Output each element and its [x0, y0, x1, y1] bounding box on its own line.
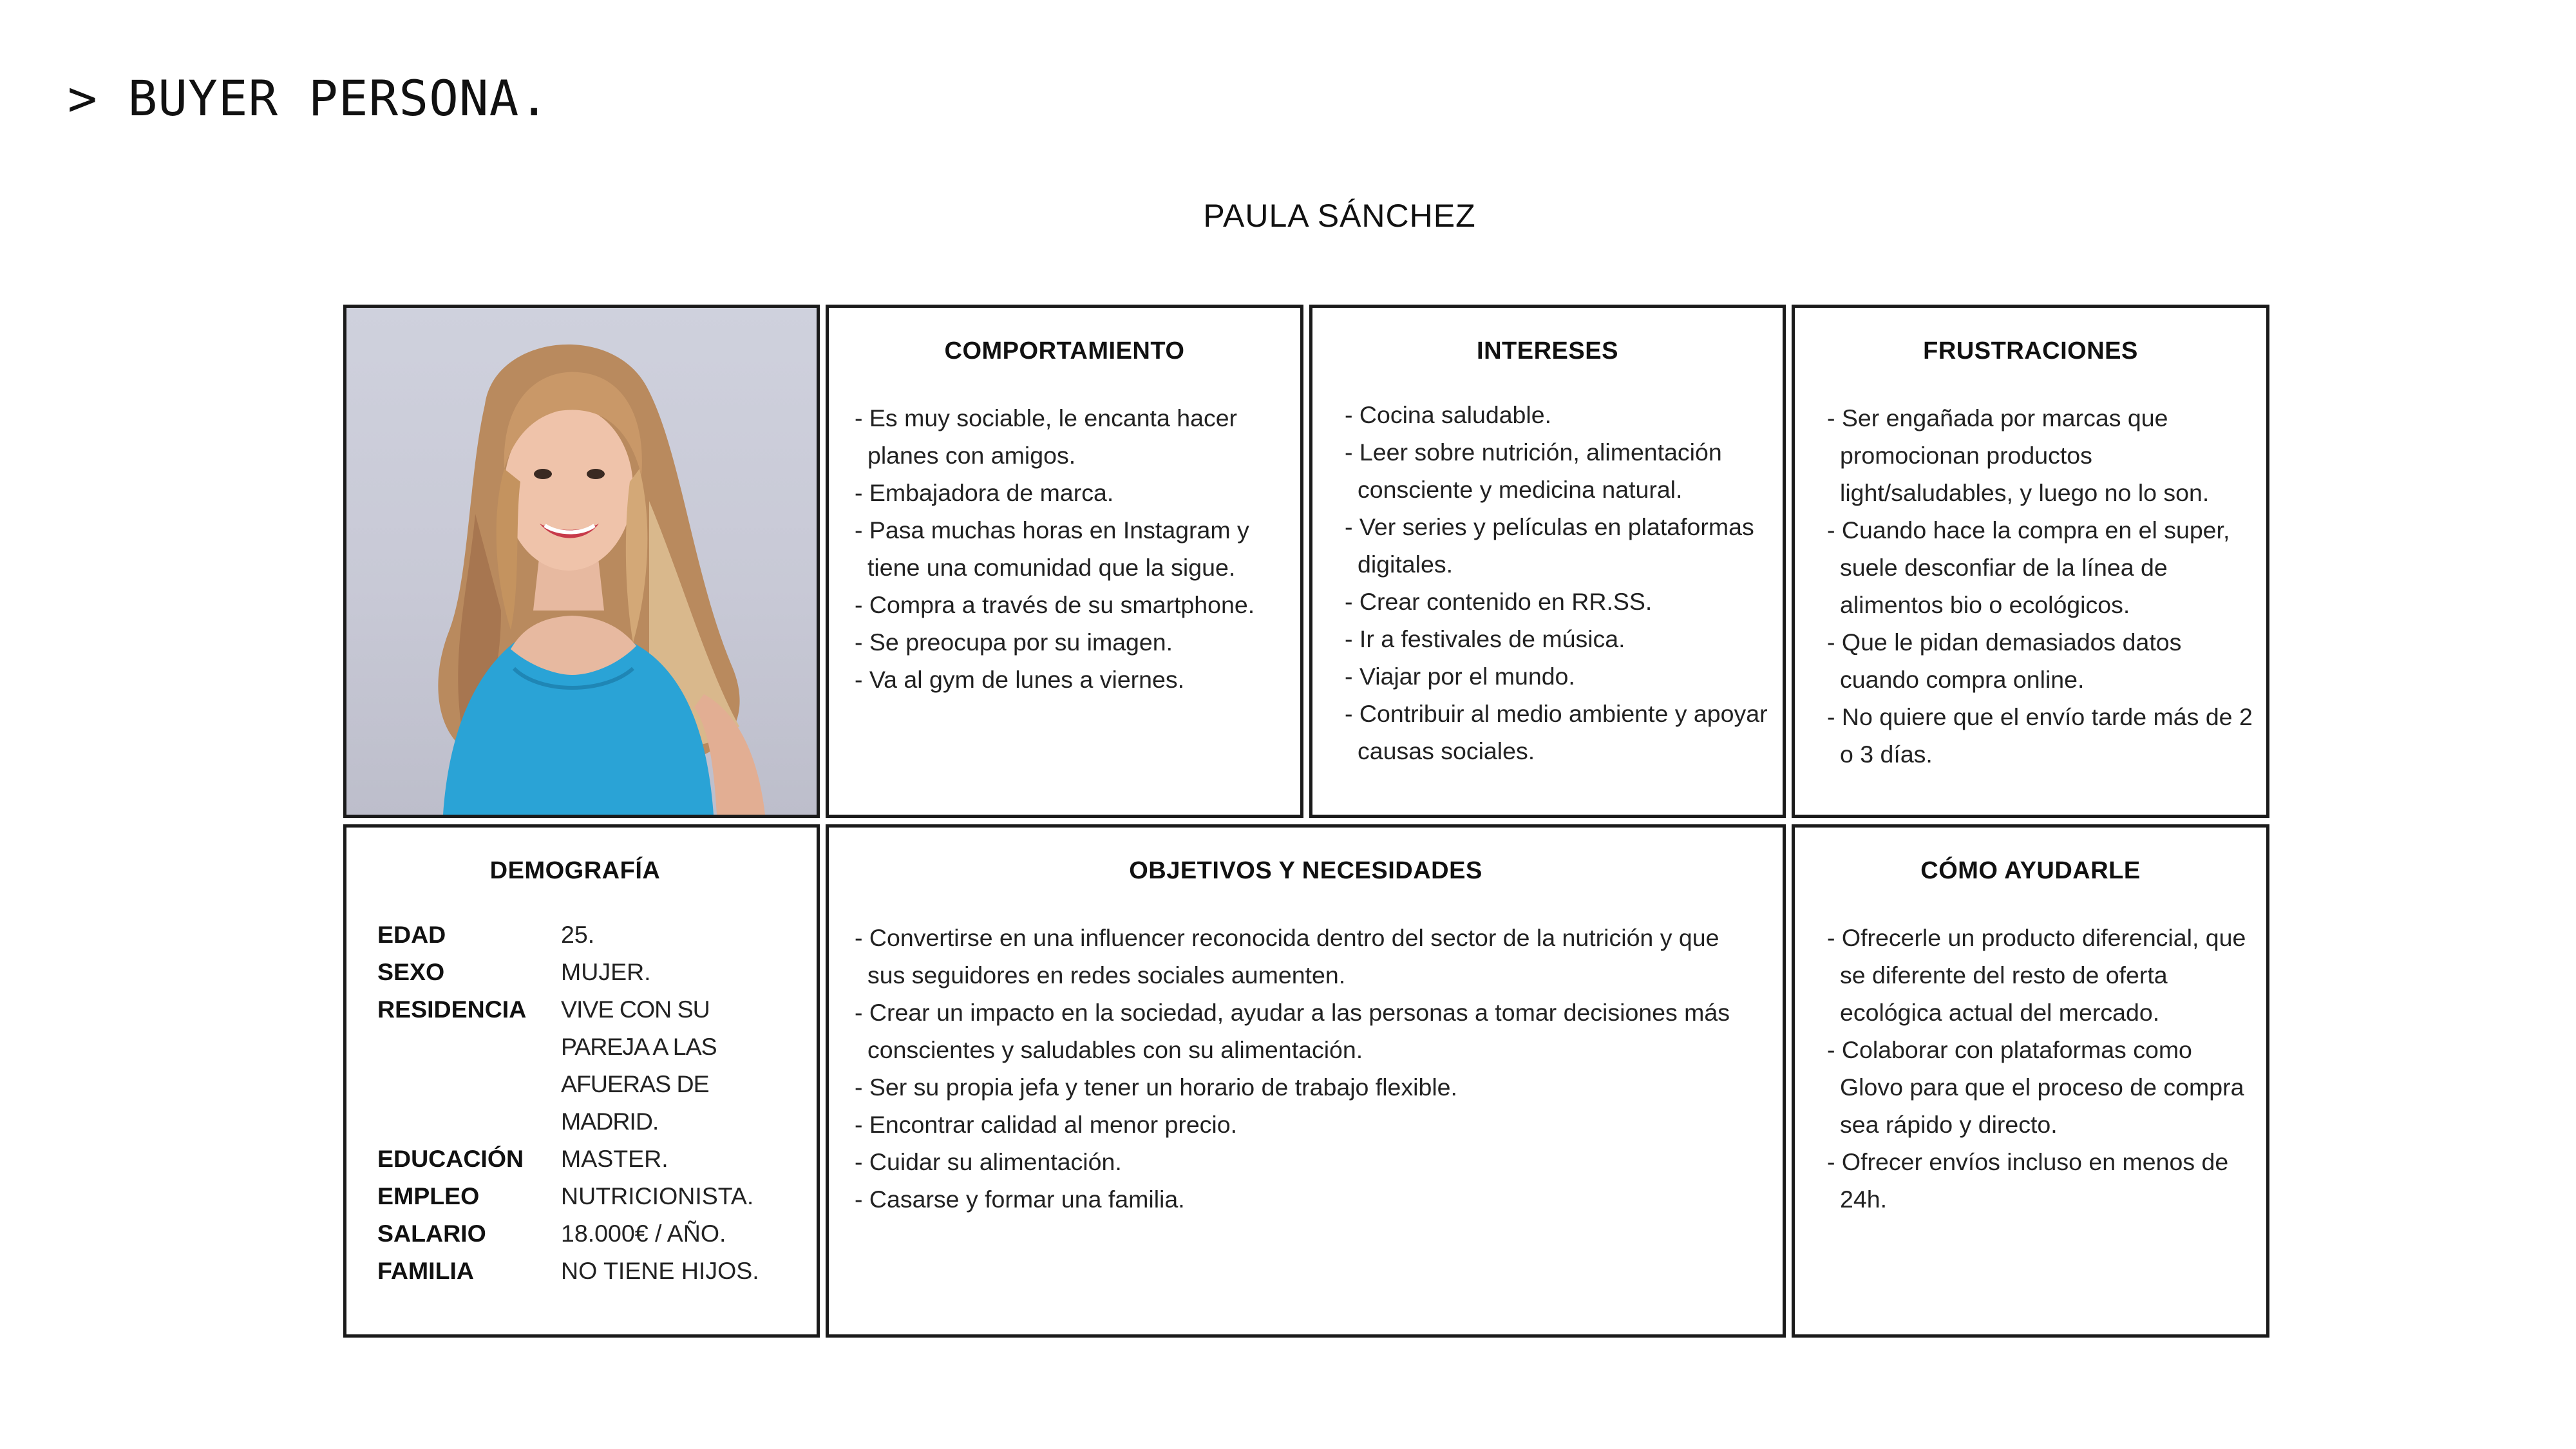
demo-value: MUJER. [561, 958, 651, 985]
demo-value: 25. [561, 921, 595, 948]
objetivos-item: - Ser su propia jefa y tener un horario de trabajo flexible. [855, 1074, 1457, 1101]
intereses-card [1309, 305, 1786, 818]
comportamiento-item: - Pasa muchas horas en Instagram y tiene una comunidad que la sigue. [855, 516, 1249, 581]
demo-label: SEXO [377, 958, 445, 985]
como-ayudarle-title: CÓMO AYUDARLE [1920, 857, 2141, 884]
intereses-title: INTERESES [1477, 337, 1618, 365]
frustraciones-item: - No quiere que el envío tarde más de 2 o 3 días. [1827, 703, 2253, 768]
demo-value: NUTRICIONISTA. [561, 1182, 754, 1209]
comportamiento-card [826, 305, 1303, 818]
como-ayudarle-item: - Ofrecer envíos incluso en menos de 24h. [1827, 1148, 2229, 1213]
frustraciones-card [1792, 305, 2269, 818]
demografia-card [343, 824, 820, 1338]
frustraciones-item: - Cuando hace la compra en el super, suele desconfiar de la línea de alimentos bio o ecológicos. [1827, 516, 2230, 618]
comportamiento-item: - Va al gym de lunes a viernes. [855, 666, 1185, 693]
demo-label: RESIDENCIA [377, 996, 527, 1023]
frustraciones-item: - Ser engañada por marcas que promocionan productos light/saludables, y luego no lo son. [1827, 404, 2210, 506]
objetivos-item: - Cuidar su alimentación. [855, 1148, 1122, 1175]
intereses-item: - Ir a festivales de música. [1345, 625, 1625, 652]
como-ayudarle-item: - Ofrecerle un producto diferencial, que se diferente del resto de oferta ecológica actual del mercado. [1827, 924, 2246, 1026]
comportamiento-item: - Es muy sociable, le encanta hacer planes con amigos. [855, 404, 1238, 469]
persona-photo [343, 305, 820, 818]
demografia-title: DEMOGRAFÍA [489, 857, 661, 884]
demo-label: EMPLEO [377, 1182, 480, 1209]
comportamiento-item: - Compra a través de su smartphone. [855, 591, 1255, 618]
como-ayudarle-item: - Colaborar con plataformas como Glovo para que el proceso de compra sea rápido y directo. [1827, 1036, 2244, 1138]
intereses-item: - Ver series y películas en plataformas digitales. [1345, 513, 1754, 578]
demo-value: VIVE CON SU PAREJA A LAS AFUERAS DE MADRID. [561, 996, 717, 1135]
objetivos-item: - Encontrar calidad al menor precio. [855, 1111, 1238, 1138]
demo-value: NO TIENE HIJOS. [561, 1257, 759, 1284]
objetivos-item: - Casarse y formar una familia. [855, 1186, 1185, 1213]
comportamiento-item: - Se preocupa por su imagen. [855, 629, 1173, 656]
frustraciones-title: FRUSTRACIONES [1923, 337, 2138, 365]
comportamiento-title: COMPORTAMIENTO [944, 337, 1185, 365]
intereses-item: - Cocina saludable. [1345, 401, 1552, 428]
demo-label: SALARIO [377, 1220, 486, 1247]
slide-title: > BUYER PERSONA. [68, 70, 550, 127]
objetivos-item: - Convertirse en una influencer reconocida dentro del sector de la nutrición y que sus seguidores en redes sociales aumenten. [855, 924, 1719, 989]
demo-value: 18.000€ / AÑO. [561, 1220, 726, 1247]
persona-portrait-image [346, 308, 817, 815]
demo-label: FAMILIA [377, 1257, 474, 1284]
objetivos-item: - Crear un impacto en la sociedad, ayudar a las personas a tomar decisiones más conscientes y saludables con su alimentación. [855, 999, 1730, 1063]
intereses-item: - Crear contenido en RR.SS. [1345, 588, 1653, 615]
demo-value: MASTER. [561, 1145, 668, 1172]
intereses-item: - Contribuir al medio ambiente y apoyar causas sociales. [1345, 700, 1768, 764]
objetivos-card [826, 824, 1786, 1338]
frustraciones-item: - Que le pidan demasiados datos cuando compra online. [1827, 629, 2182, 693]
intereses-item: - Viajar por el mundo. [1345, 663, 1575, 690]
intereses-item: - Leer sobre nutrición, alimentación consciente y medicina natural. [1345, 439, 1722, 503]
como-ayudarle-card [1792, 824, 2269, 1338]
persona-name: PAULA SÁNCHEZ [1203, 198, 1476, 234]
objetivos-title: OBJETIVOS Y NECESIDADES [1129, 857, 1482, 884]
demo-label: EDUCACIÓN [377, 1145, 524, 1172]
demo-label: EDAD [377, 921, 446, 948]
comportamiento-item: - Embajadora de marca. [855, 479, 1114, 506]
